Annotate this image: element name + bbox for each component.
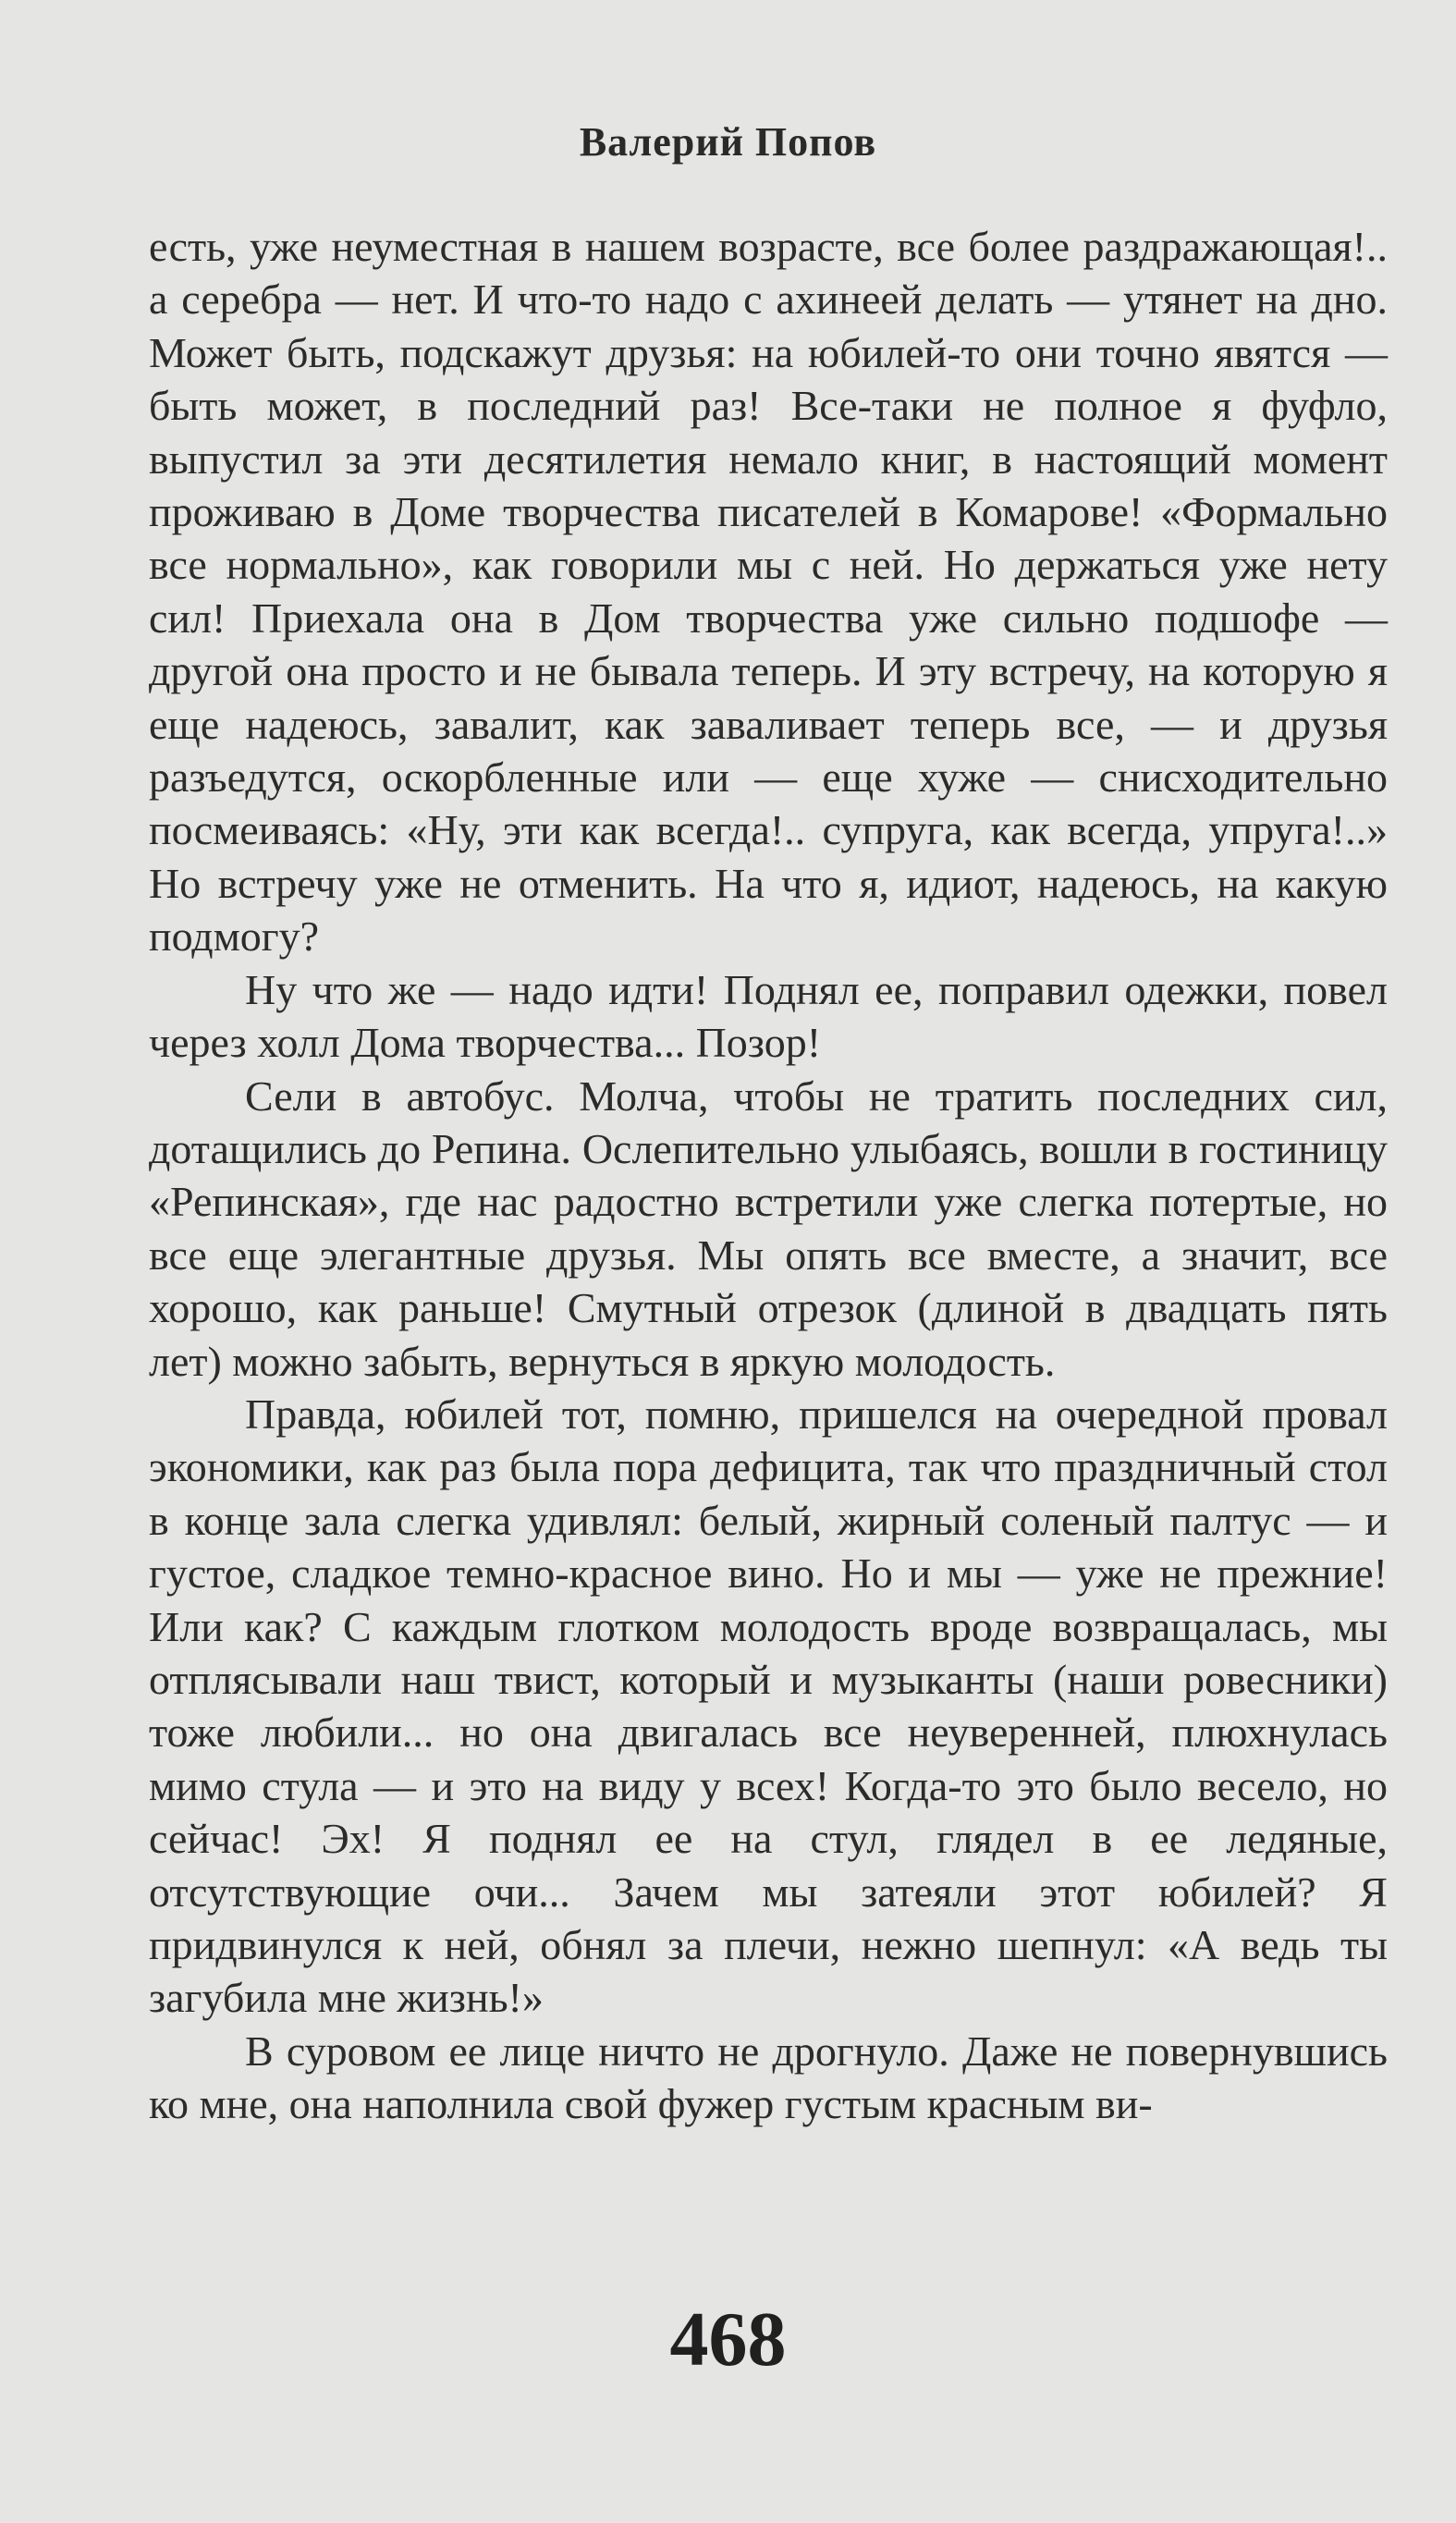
paragraph: Ну что же — надо идти! Поднял ее, поправил одежки, повел через холл Дома творчества... Позор!: [149, 965, 1388, 1067]
paragraph: В суровом ее лице ничто не дрогнуло. Даже не повернувшись ко мне, она наполнила свой фужер густым красным ви-: [149, 2027, 1388, 2128]
paragraph-continued: есть, уже неуместная в нашем возрасте, все более раздражающая!.. а серебра — нет. И что-то надо с ахинеей делать — утянет на дно. Может быть, подскажут друзья: на юбилей-то они точно явятся — быть может, в последний раз! Все-таки не полное я фуфло, выпустил за эти десятилетия немало книг, в настоящий момент проживаю в Доме творчества писателей в Комарове! «Формально все нормально», как говорили мы с ней. Но держаться уже нету сил! Приехала она в Дом творчества уже сильно подшофе — другой она просто и не бывала теперь. И эту встречу, на которую я еще надеюсь, завалит, как заваливает теперь все, — и друзья разъедутся, оскорбленные или — еще хуже — снисходительно посмеиваясь: «Ну, эти как всегда!.. супруга, как всегда, упруга!..» Но встречу уже не отменить. На что я, идиот, надеюсь, на какую подмогу?: [149, 223, 1388, 961]
paragraph: Сели в автобус. Молча, чтобы не тратить последних сил, дотащились до Репина. Ослепительно улыбаясь, вошли в гостиницу «Репинская», где нас радостно встретили уже слегка потертые, но все еще элегантные друзья. Мы опять все вместе, а значит, все хорошо, как раньше! Смутный отрезок (длиной в двадцать пять лет) можно забыть, вернуться в яркую молодость.: [149, 1072, 1388, 1385]
running-head-author: Валерий Попов: [579, 119, 877, 165]
paragraph: Правда, юбилей тот, помню, пришелся на очередной провал экономики, как раз была пора дефицита, так что праздничный стол в конце зала слегка удивлял: белый, жирный соленый палтус — и густое, сладкое темно-красное вино. Но и мы — уже не прежние! Или как? С каждым глотком молодость вроде возвращалась, мы отплясывали наш твист, который и музыканты (наши ровесники) тоже любили... но она двигалась все неуверенней, плюхнулась мимо стула — и это на виду у всех! Когда-то это было весело, но сейчас! Эх! Я поднял ее на стул, глядел в ее ледяные, отсутствующие очи... Зачем мы затеяли этот юбилей? Я придвинулся к ней, обнял за плечи, нежно шепнул: «А ведь ты загубила мне жизнь!»: [149, 1390, 1388, 2022]
page-number: 468: [669, 2296, 787, 2382]
body-text: [149, 220, 1388, 2131]
